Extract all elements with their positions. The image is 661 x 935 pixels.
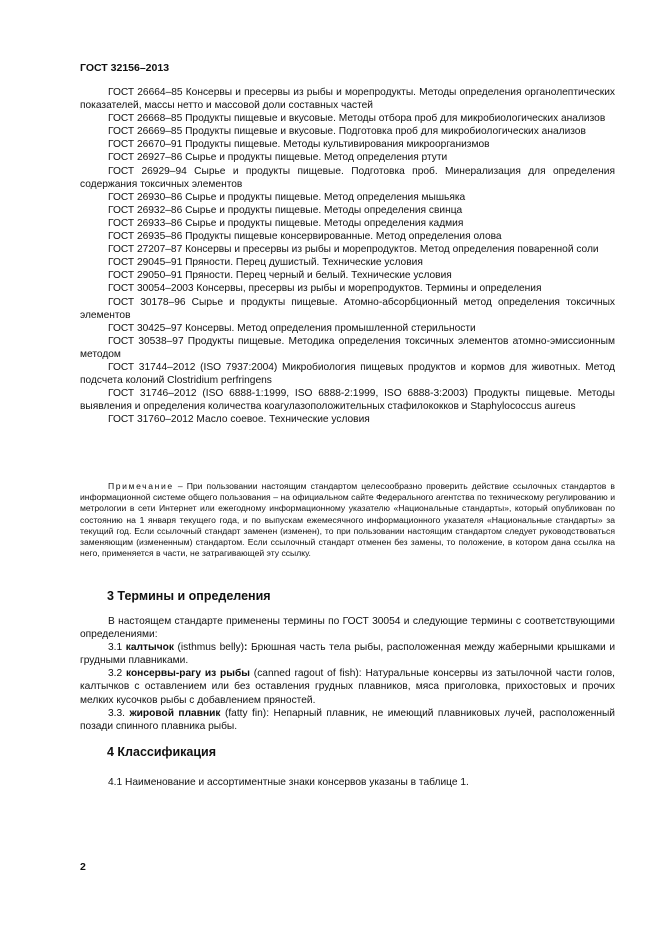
term-3-3: 3.3. жировой плавник (fatty fin): Непарный плавник, не имеющий плавниковых лучей, расположенный позади спинного плавника рыбы. [80,707,616,732]
reference-item: ГОСТ 26927–86 Сырье и продукты пищевые. Метод определения ртути [108,152,448,164]
reference-item: ГОСТ 26669–85 Продукты пищевые и вкусовые. Подготовка проб для микробиологических анализов [108,126,586,138]
reference-item: ГОСТ 31744–2012 (ISO 7937:2004) Микробиология пищевых продуктов и кормов для животных. Метод подсчета колоний Clostridium perfringens [80,361,615,387]
reference-item: ГОСТ 26670–91 Продукты пищевые. Методы культивирования микроорганизмов [108,139,490,151]
term-3-2: 3.2 консервы-рагу из рыбы (canned ragout of fish): Натуральные консервы из затылочной части голов, калтычков с оставлением или без оставления грудных плавников, мяса приголовка, прихостовых и прочих мелких кусочков рыбы с добавлением пряностей. [80,668,615,706]
reference-item: ГОСТ 26929–94 Сырье и продукты пищевые. Подготовка проб. Минерализация для определения содержания токсичных элементов [80,165,615,190]
section-4-body [80,776,615,789]
reference-item: ГОСТ 31746–2012 (ISO 6888-1:1999, ISO 6888-2:1999, ISO 6888-3:2003) Продукты пищевые. Методы выявления и определения количества коагулазоположительных стафилококков и Staphylococcus aureus [80,388,615,413]
note-label: Примечание [108,481,174,491]
section-4-heading: 4 Классификация [107,745,217,759]
reference-item: ГОСТ 27207–87 Консервы и пресервы из рыбы и морепродуктов. Метод определения поваренной соли [108,244,599,256]
term-3-1: 3.1 калтычок (isthmus belly): Брюшная часть тела рыбы, расположенная между жаберными крышками и грудными плавниками. [80,642,616,667]
reference-item: ГОСТ 30425–97 Консервы. Метод определения промышленной стерильности [108,322,476,334]
term-name: калтычок [125,642,174,654]
reference-item: ГОСТ 30178–96 Сырье и продукты пищевые. Атомно-абсорбционный метод определения токсичных элементов [80,296,615,321]
section-4-1-text: 4.1 Наименование и ассортиментные знаки консервов указаны в таблице 1. [108,777,469,788]
term-name: жировой плавник [129,707,221,719]
reference-item: ГОСТ 26930–86 Сырье и продукты пищевые. Метод определения мышьяка [108,191,466,203]
note-paragraph [80,481,615,559]
note-text: – При пользовании настоящим стандартом целесообразно проверить действие ссылочных стандартов в информационной системе общего пользования – на официальном сайте Федерального агентства по техническому регулированию и метрологии в сети Интернет или ежегодному информационному указателю «Национальные стандарты», который опубликован по состоянию на 1 января текущего года, и по выпускам ежемесячного информационного указателя «Национальные стандарты» за текущий год. Если ссылочный стандарт заменен (изменен), то при пользовании настоящим стандартом следует руководствоваться заменяющим (измененным) стандартом. Если ссылочный стандарт отменен без замены, то положение, в котором дана ссылка на него, применяется в части, не затрагивающей эту ссылку. [80,481,615,559]
reference-item: ГОСТ 30538–97 Продукты пищевые. Методика определения токсичных элементов атомно-эмиссионным методом [80,335,615,360]
section-3-body [80,615,615,733]
reference-item: ГОСТ 29045–91 Пряности. Перец душистый. Технические условия [108,257,423,269]
reference-item: ГОСТ 29050–91 Пряности. Перец черный и белый. Технические условия [108,270,452,282]
reference-item: ГОСТ 31760–2012 Масло соевое. Технические условия [108,414,370,426]
section-3-intro: В настоящем стандарте применены термины по ГОСТ 30054 и следующие термины с соответствующими определениями: [80,616,615,641]
section-3-heading: 3 Термины и определения [107,589,271,603]
reference-item: ГОСТ 26664–85 Консервы и пресервы из рыбы и морепродукты. Методы определения органолептических показателей, массы нетто и массовой доли составных частей [80,87,615,112]
reference-item: ГОСТ 30054–2003 Консервы, пресервы из рыбы и морепродуктов. Термины и определения [108,283,542,295]
reference-item: ГОСТ 26668–85 Продукты пищевые и вкусовые. Методы отбора проб для микробиологических анализов [108,113,606,125]
document-header: ГОСТ 32156–2013 [80,62,170,74]
page-number: 2 [80,861,86,873]
term-name: консервы-рагу из рыбы [126,668,250,680]
reference-item: ГОСТ 26933–86 Сырье и продукты пищевые. Методы определения кадмия [108,217,464,229]
reference-item: ГОСТ 26932–86 Сырье и продукты пищевые. Методы определения свинца [108,204,463,216]
normative-references [80,86,615,426]
reference-item: ГОСТ 26935–86 Продукты пищевые консервированные. Метод определения олова [108,231,502,243]
